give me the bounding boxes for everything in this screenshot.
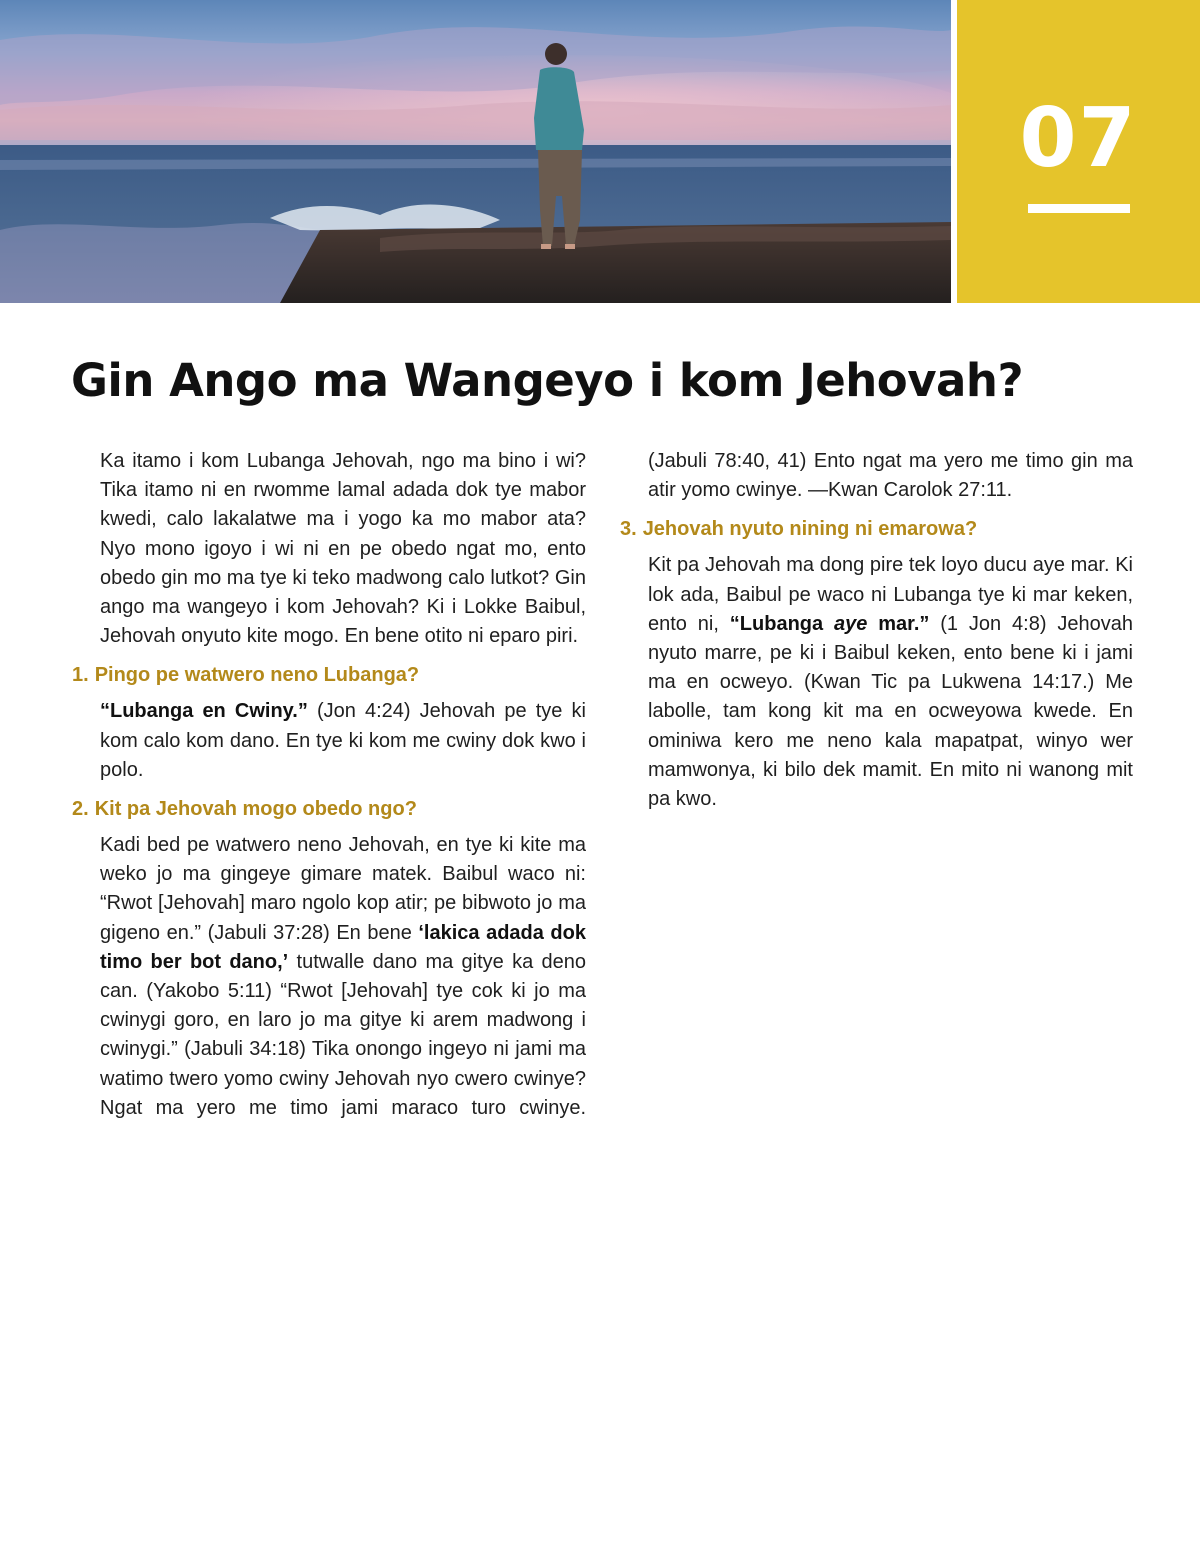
section-2-paragraph: Kadi bed pe watwero neno Jehovah, en tye ki kite ma weko jo ma gingeye gimare matek. Baibul waco ni: “Rwot [Jehovah] maro ngolo kop atir; pe bibwoto jo ma gigeno en.” (Jabuli 37:28) En bene ‘lakica adada dok timo ber bot dano,’ tutwalle dano ma gitye ka deno can. (Yakobo 5:11) “Rwot [Jehovah] tye cok ki jo ma cwinygi goro, en laro jo ma gitye ki arem madwong i cwinygi.” (Jabuli 34:18) Tika onongo ingeyo ni jami ma watimo twero yomo cwiny Jehovah nyo cwero cwinye? Ngat ma yero me timo jami maraco turo cwinye. (100, 834, 586, 1119)
intro-paragraph: Ka itamo i kom Lubanga Jehovah, ngo ma bino i wi? Tika itamo ni en rwomme lamal adada dok tye mabor kwedi, calo lakalatwe ma i yogo ka mo mabor ata? Nyo mono igoyo i wi ni en pe obedo ngat mo, ento obedo gin mo ma tye ki teko madwong calo lutkot? Gin ango ma wangeyo i kom Jehovah? Ki i Lokke Baibul, Jehovah onyuto kite mogo. En bene otito ni eparo piri. (100, 450, 586, 648)
hero-photo-illustration (0, 0, 951, 303)
section-1-bold-lead: “Lubanga en Cwiny.” (100, 700, 308, 723)
section-2-paragraph-continued: (Jabuli 78:40, 41) Ento ngat ma yero me timo gin ma atir yomo cwinye. —Kwan Carolok 27:11. (648, 450, 1133, 502)
lesson-number-underline (1028, 204, 1130, 213)
section-3-bold-quote: “Lubanga aye mar.” (729, 612, 930, 635)
section-1-paragraph: “Lubanga en Cwiny.” (Jon 4:24) Jehovah pe tye ki kom calo kom dano. En tye ki kom me cwiny dok kwo i polo. (100, 700, 586, 781)
section-heading-3: 3. Jehovah nyuto nining ni emarowa? (620, 518, 978, 541)
section-2-continued (620, 447, 1133, 505)
section-heading-1: 1. Pingo pe watwero neno Lubanga? (72, 664, 420, 687)
lesson-number: 07 (1019, 91, 1138, 186)
section-3-paragraph: Kit pa Jehovah ma dong pire tek loyo ducu aye mar. Ki lok ada, Baibul pe waco ni Lubanga tye ki mar keken, ento ni, “Lubanga aye mar.” (1 Jon 4:8) Jehovah nyuto marre, pe ki i Baibul keken, ento bene ki i jami ma en ocweyo. (Kwan Tic pa Lukwena 14:17.) Me labolle, tam kong kit ma en ocweyowa kwede. En ominiwa kero me neno kala mapatpat, winyo wer mamwonya, ki bilo dek mamit. En mito ni wanong mit pa kwo. (648, 554, 1133, 811)
page-title: Gin Ango ma Wangeyo i kom Jehovah? (71, 354, 1024, 407)
hero-image (0, 0, 951, 303)
left-column (72, 447, 586, 1123)
section-heading-2: 2. Kit pa Jehovah mogo obedo ngo? (72, 798, 417, 821)
right-column (620, 447, 1133, 814)
lesson-number-box (957, 0, 1200, 303)
